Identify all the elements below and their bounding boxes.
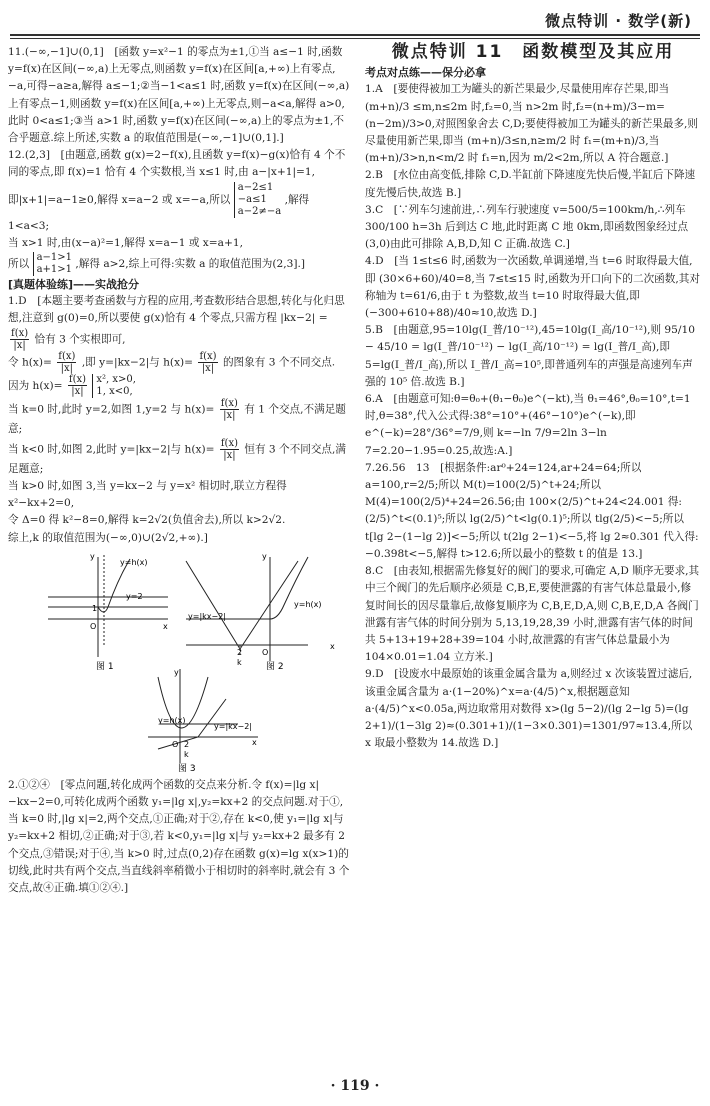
fig2-caption: 图 2 <box>266 661 284 672</box>
text: 当 k=0 时,此时 y=2,如图 1,y=2 与 h(x)= <box>8 403 215 416</box>
real-answer-1-line-m: 综上,k 的取值范围为(−∞,0)∪(2√2,+∞).] <box>8 531 208 544</box>
real-answer-1-line-c <box>8 351 353 374</box>
real-answer-1-line-i <box>8 438 353 478</box>
real-answer-1-text-b: 恰有 3 个实根即可, <box>34 333 126 346</box>
practice-answer-7: 7.26.56 13 [根据条件:ar⁰+24=124,ar+24=64;所以 a=100,r=2/5;所以 M(t)=100(2/5)^t+24;所以 M(4)=100(2/5)⁴+24=26.56;由 100×(2/5)^t+24<24.001 得:(2/5)^t<(0.1)⁵;所以 lg(2/5)^t<lg(0.1)⁵;所以 tlg(2/5)<−5;所以 t[lg 2−(1−lg 2)]<−5;所以 t(2lg 2−1)<−5,将 lg 2≈0.301 代入得:−0.398t<−5,解得 t>12.6;所以最小的整数 t 的值是 13.] <box>365 461 699 560</box>
figures-svg <box>8 549 348 775</box>
answer-12 <box>8 147 353 235</box>
figures-1-2-3 <box>8 549 348 775</box>
numerator: f(x) <box>58 350 76 362</box>
fig3-caption: 图 3 <box>178 763 196 774</box>
system-row: −a≤1 <box>237 193 267 205</box>
section-title-practice: 考点对点练——保分必拿 <box>365 66 486 80</box>
answer-12-system-2 <box>33 252 72 276</box>
fig3-x-label: x <box>252 737 257 747</box>
text: ,即 y=|kx−2|与 h(x)= <box>81 356 194 369</box>
text: 有 1 个交点,不满足题意; <box>8 403 346 435</box>
answer-12-line-c: 当 x>1 时,由(x−a)²=1,解得 x=a−1 或 x=a+1, <box>8 236 243 249</box>
header-rule-thin <box>10 38 700 39</box>
fig3-line-label: y=|kx−2| <box>214 721 252 731</box>
fig2-origin: O <box>262 647 269 657</box>
fig3-tick-num: 2 <box>184 739 190 749</box>
page-header <box>10 0 700 40</box>
answer-12-text-a: 12.(2,3] [由题意,函数 g(x)=2−f(x),且函数 y=f(x)−g(x)恰有 4 个不同的零点,即 f(x)=1 恰有 4 个实数根,当 x≤1 时,由 a−|x+1|=1,即|x+1|=a−1≥0,解得 x=a−2 或 x=−a,所以 <box>8 149 346 206</box>
practice-answer-9: 9.D [设废水中最原始的该重金属含量为 a,则经过 x 次该装置过滤后,该重金属含量为 a·(1−20%)^x=a·(4/5)^x,根据题意知 a·(4/5)^x<0.05a,两边取常用对数得 x>(lg 5−2)/(lg 2−lg 5)=(lg 2+1)/(1−3lg 2)≈(0.301+1)/(1−3×0.301)=1301/97≈13.4,所以 x 取最小整数为 14.故选 D.] <box>365 668 693 750</box>
practice-answer-1: 1.A [要使得被加工为罐头的新芒果最少,尽量使用库存芒果,即当 (m+n)/3 ≤m,n≤2m 时,f₂=0,当 n>2m 时,f₂=(n+m)/3−m=(n−2m)/3>0,对照图象舍去 C,D;要使得被加工为罐头的新芒果最多,则尽量使用新芒果,即当 (m+n)/3≤n,n≥m/2 时 f₁=(m+n)/3,当 (m+n)/3>n,n<m/2 时 f₁=n,因为 m/2<2m,所以 A 符合题意.] <box>365 83 698 165</box>
fig3-tick-den: k <box>184 749 189 759</box>
fig1-caption: 图 1 <box>96 661 114 672</box>
denominator: |x| <box>223 409 236 421</box>
header-title: 微点特训 · 数学(新) <box>545 12 692 30</box>
text: 当 k<0 时,如图 2,此时 y=|kx−2|与 h(x)= <box>8 443 215 456</box>
practice-answer-8: 8.C [由表知,根据需先修复好的阀门的要求,可确定 A,D 顺序无要求,其中三个阀门的先后顺序必须是 C,B,E,要使泄露的有害气体总量最小,修复时间长的因尽量靠后,故修复顺序为 C,B,E,D,A,则 C,B,E,D,A 各阀门泄露有害气体的时间分别为 5,13,19,28,39 小时,泄露有害气体的时间共 5+13+19+28+39=104 小时,故泄露的有害气体总量最小为 104×0.01=1.04 立方米.] <box>365 565 700 664</box>
page-number: · 119 · <box>330 1078 380 1094</box>
answer-12-system-1 <box>234 182 281 218</box>
fraction <box>220 398 239 421</box>
fraction <box>198 351 217 374</box>
fig2-tick-den: k <box>237 657 242 667</box>
real-answer-1-line-k: 当 k>0 时,如图 3,当 y=kx−2 与 y=x² 相切时,联立方程得 x²−kx+2=0, <box>8 480 287 510</box>
fraction <box>10 328 29 351</box>
real-answer-1-line-f <box>8 374 353 398</box>
denominator: |x| <box>201 362 215 374</box>
curve-h <box>48 559 130 612</box>
real-answer-1-line-g <box>8 398 353 438</box>
answer-12-text-d1: 所以 <box>8 258 30 271</box>
system-row: a−1>1 <box>36 252 73 264</box>
piecewise-row: 1, x<0, <box>96 385 133 397</box>
real-answer-1-line-l: 令 Δ=0 得 k²−8=0,解得 k=2√2(负值舍去),所以 k>2√2. <box>8 514 286 527</box>
denominator: |x| <box>223 449 236 461</box>
piecewise-row: x², x>0, <box>96 373 136 385</box>
real-answer-1 <box>8 293 353 350</box>
fig2-x-label: x <box>330 641 335 651</box>
numerator: f(x) <box>220 397 238 409</box>
denominator: |x| <box>71 386 84 398</box>
fig1-y-label: y <box>90 551 95 561</box>
practice-answer-6: 6.A [由题意可知:θ=θ₀+(θ₁−θ₀)e^(−kt),当 θ₁=46°,θ₀=10°,t=1 时,θ=38°,代入公式得:38°=10°+(46°−10°)e^(−k),即 e^(−k)=28°/36°=7/9,则 k=−ln 7/9=2ln 3−ln 7=2.20−1.95=0.25,故选:A.] <box>365 393 691 457</box>
system-row: a+1>1 <box>36 264 73 276</box>
answer-12-line-d <box>8 252 353 276</box>
figure-1 <box>48 555 168 657</box>
system-row: a−2≤1 <box>237 181 274 193</box>
fraction <box>68 374 87 397</box>
fig2-curve-label: y=h(x) <box>294 599 322 609</box>
answer-12-text-d2: ,解得 a>2,综上可得:实数 a 的取值范围为(2,3].] <box>75 258 305 271</box>
denominator: |x| <box>60 362 74 374</box>
real-answer-2: 2.①②④ [零点问题,转化成两个函数的交点来分析.令 f(x)=|lg x|−kx−2=0,可转化成两个函数 y₁=|lg x|,y₂=kx+2 的交点问题.对于①,当 k=0 时,|lg x|=2,两个交点,①正确;对于②,存在 k<0,使 y₁=|lg x|与 y₂=kx+2 相切,②正确;对于③,若 k<0,y₁=|lg x|与 y₂=kx+2 最多有 2 个交点,③错误;对于④,当 k>0 时,过点(0,2)存在函数 g(x)=lg x(x>1)的切线,此时共有两个交点,当直线斜率稍微小于相切时的斜率时,就会有 3 个交点,故④正确.填①②④.] <box>8 778 350 895</box>
fig1-line-label: y=2 <box>126 591 143 601</box>
numerator: f(x) <box>220 437 238 449</box>
answer-12-text-b: ,解得 1<a<3; <box>8 193 310 232</box>
numerator: f(x) <box>199 350 217 362</box>
fig3-origin: O <box>172 739 179 749</box>
fig1-tick: 1 <box>92 603 98 613</box>
practice-answer-2: 2.B [水位由高变低,排除 C,D.半缸前下降速度先快后慢,半缸后下降速度先慢后快,故选 B.] <box>365 169 696 199</box>
text: 恒有 3 个不同交点,满足题意; <box>8 443 346 475</box>
real-answer-1-text-a: 1.D [本题主要考查函数与方程的应用,考查数形结合思想,转化与化归思想,注意到 g(0)=0,所以要使 g(x)恰有 4 个零点,只需方程 |kx−2| = <box>8 295 345 325</box>
section-title-real-exam: [真题体验练]——实战抢分 <box>8 278 140 292</box>
text: 的图象有 3 个不同交点. <box>222 356 336 369</box>
v-line <box>186 561 298 649</box>
fig1-x-label: x <box>163 621 168 631</box>
fig3-curve-label: y=h(x) <box>158 715 186 725</box>
right-column <box>365 44 701 752</box>
practice-answer-5: 5.B [由题意,95=10lg(I_普/10⁻¹²),45=10lg(I_高/10⁻¹²),则 95/10 − 45/10 = lg(I_普/10⁻¹²) − lg(I_高/10⁻¹²) = lg(I_普/I_高),即 5=lg(I_普/I_高),所以 I_普/I_高=10⁵,即普通列车的声强是高速列车声强的 10⁵ 倍.故选 B.] <box>365 324 695 388</box>
numerator: f(x) <box>11 327 29 339</box>
practice-answer-4: 4.D [当 1≤t≤6 时,函数为一次函数,单调递增,当 t=6 时取得最大值,即 (30×6+60)/40=8,当 7≤t≤15 时,函数为开口向下的二次函数,其对称轴为 t=61/6,由于 t 为整数,故当 t=10 时取得最大值,即 (−300+610+88)/40≈10,故选 D.] <box>365 255 700 320</box>
numerator: f(x) <box>68 374 87 386</box>
curve-h <box>186 557 308 619</box>
piecewise <box>92 374 136 398</box>
fig2-y-label: y <box>262 551 267 561</box>
figure-2 <box>186 557 308 661</box>
fig1-origin: O <box>90 621 97 631</box>
denominator: |x| <box>13 339 26 351</box>
practice-answer-3: 3.C [∵列车匀速前进,∴列车行驶速度 v=500/5=100km/h,∴列车 300/100 h=3h 后到达 C 地,此时距离 C 地 0km,即函数图象经过点(3,0)由此可排除 A,B,D,知 C 正确.故选 C.] <box>365 203 689 251</box>
fraction <box>220 438 239 461</box>
answer-11: 11.(−∞,−1]∪(0,1] [函数 y=x²−1 的零点为±1,①当 a≤−1 时,函数 y=f(x)在区间(−∞,a)上无零点,则函数 y=f(x)在区间[a,+∞)上有零点,−a,可得−a≥a,解得 a≤−1;②当−1<a≤1 时,函数 y=f(x)在区间(−∞,a)上有零点−1,则函数 y=f(x)在区间[a,+∞)上无零点,则−a<a,解得 a>0,此时 0<a≤1;③当 a>1 时,函数 y=f(x)在区间(−∞,a)上的零点为±1,不合乎题意.综上所述,实数 a 的取值范围是(−∞,−1]∪(0,1].] <box>8 46 350 145</box>
section-main-title: 微点特训 11 函数模型及其应用 <box>391 42 675 62</box>
fraction <box>57 351 76 374</box>
header-rule <box>10 34 700 36</box>
fig3-y-label: y <box>174 667 179 677</box>
fig2-tick-num: 2 <box>237 647 243 657</box>
fig1-curve-label: y=h(x) <box>120 557 148 567</box>
text: 因为 h(x)= <box>8 379 63 392</box>
text: 令 h(x)= <box>8 356 52 369</box>
system-row: a−2≠−a <box>237 205 282 217</box>
left-column <box>8 44 353 897</box>
fig2-line-label: y=|kx−2| <box>188 611 226 621</box>
